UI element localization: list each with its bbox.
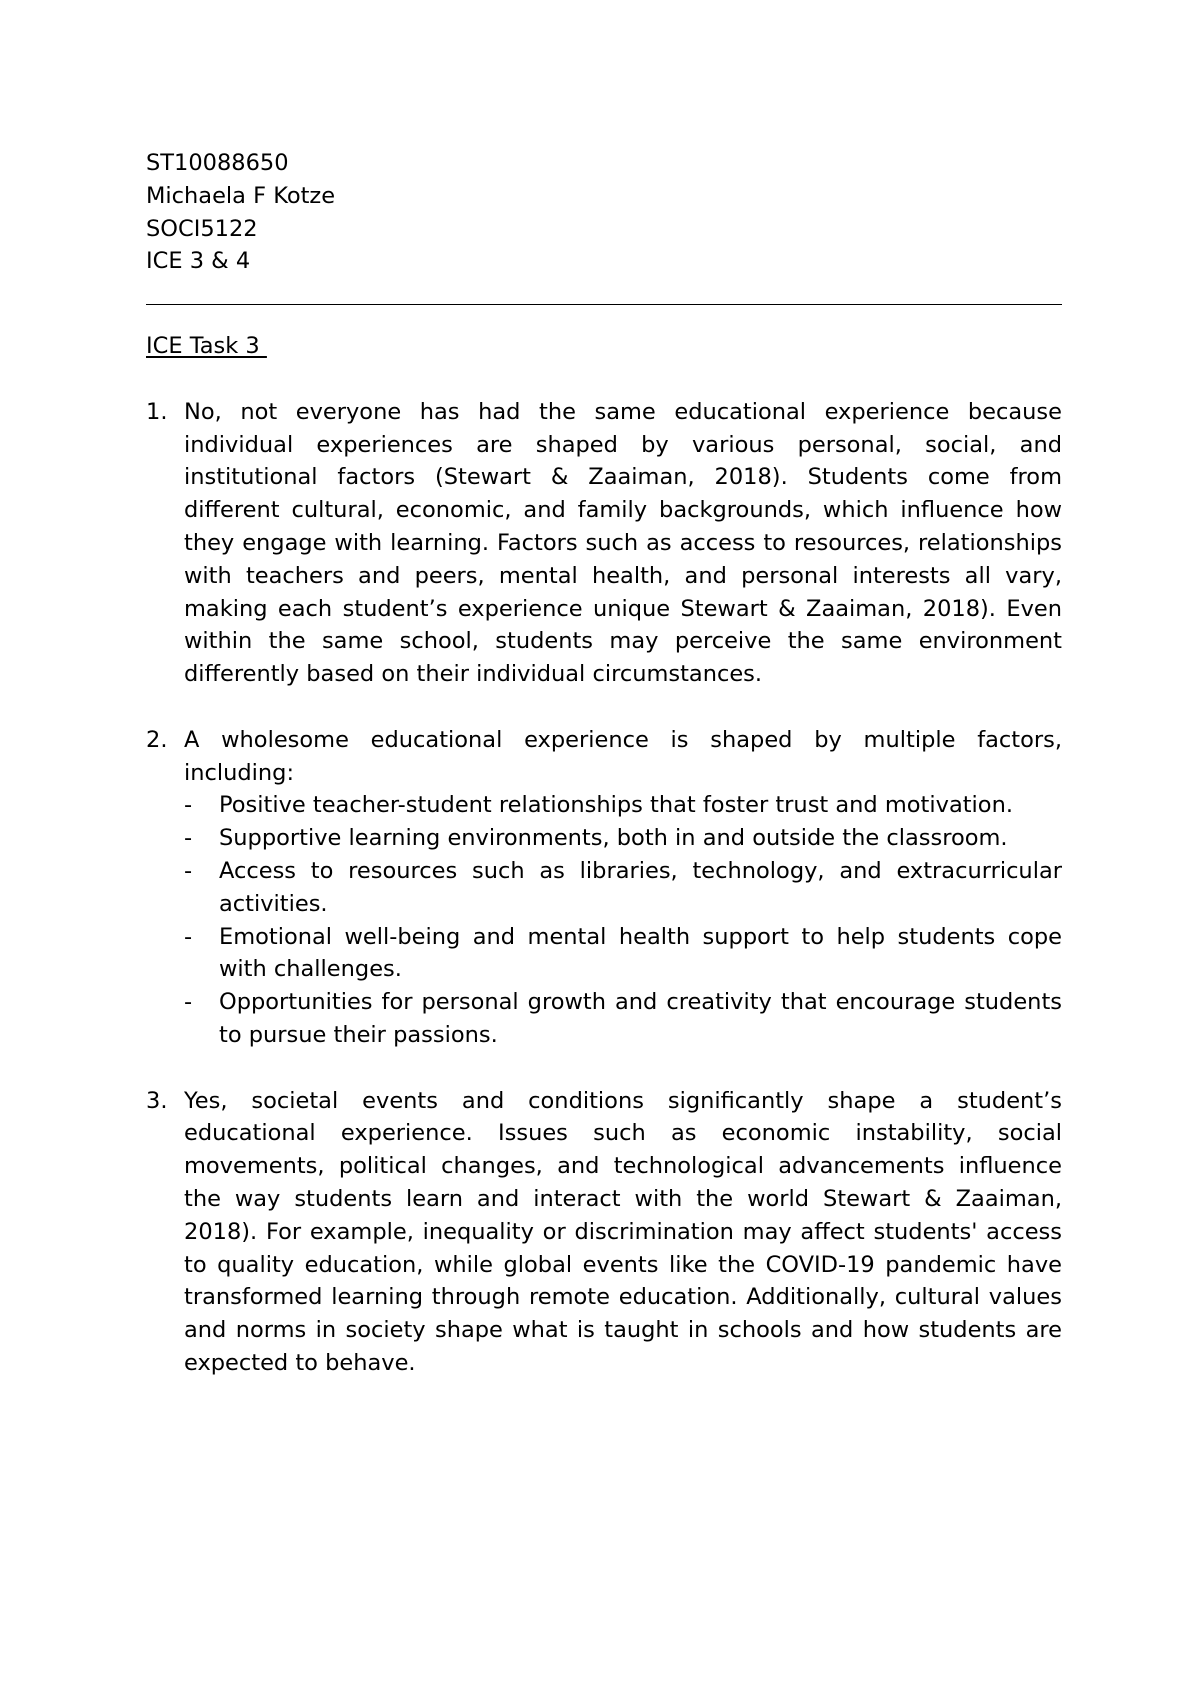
answer-3 [146, 1085, 1062, 1380]
bullet-dash: - [184, 825, 193, 852]
answer-text: No, not everyone has had the same educational experience because individual experiences are shaped by various personal, social, and institutional factors (Stewart & Zaaiman, 2018). Students come from different cultural, economic, and family backgrounds, which influence how they engage with learning. Factors such as access to resources, relationships with teachers and peers, mental health, and personal interests all vary, making each student’s experience unique Stewart & Zaaiman, 2018). Even within the same school, students may perceive the same environment differently based on their individual circumstances. [184, 398, 1062, 688]
section-title: ICE Task 3 [146, 333, 267, 360]
student-number: ST10088650 [146, 150, 289, 176]
assignment-title: ICE 3 & 4 [146, 248, 251, 275]
module-code: SOCI5122 [146, 215, 258, 242]
list-item-text: Emotional well-being and mental health support to help students cope with challenges. [219, 923, 1062, 983]
answer-1 [146, 396, 1062, 691]
list-item [184, 789, 1062, 822]
list-item-text: Supportive learning environments, both in and outside the classroom. [219, 825, 1008, 852]
list-item [184, 822, 1062, 855]
document-body [146, 147, 1062, 1380]
answer-text: Yes, societal events and conditions significantly shape a student’s educational experience. Issues such as economic instability, social movements, political changes, and technological advancements influence the way students learn and interact with the world Stewart & Zaaiman, 2018). For example, inequality or discrimination may affect students' access to quality education, while global events like the COVID-19 pandemic have transformed learning through remote education. Additionally, cultural values and norms in society shape what is taught in schools and how students are expected to behave. [184, 1087, 1062, 1376]
list-item-text: Positive teacher-student relationships that foster trust and motivation. [219, 792, 1013, 819]
list-item [184, 986, 1062, 1052]
student-name: Michaela F Kotze [146, 182, 336, 209]
bullet-dash: - [184, 989, 193, 1016]
answer-intro: A wholesome educational experience is shaped by multiple factors, including: [184, 726, 1062, 786]
answer-2 [146, 724, 1062, 1052]
section-heading [146, 330, 1062, 363]
bullet-dash: - [184, 792, 193, 819]
document-header [146, 147, 1062, 278]
horizontal-divider [146, 304, 1062, 305]
factor-list [184, 789, 1062, 1051]
answer-number: 1. [146, 398, 168, 425]
list-item-text: Access to resources such as libraries, technology, and extracurricular activities. [219, 857, 1062, 917]
answer-number: 2. [146, 726, 168, 753]
answer-number: 3. [146, 1087, 168, 1114]
list-item [184, 855, 1062, 921]
answer-body [184, 724, 1062, 1052]
list-item-text: Opportunities for personal growth and creativity that encourage students to pursue their passions. [219, 989, 1062, 1048]
bullet-dash: - [184, 923, 193, 950]
list-item [184, 921, 1062, 987]
bullet-dash: - [184, 857, 193, 884]
